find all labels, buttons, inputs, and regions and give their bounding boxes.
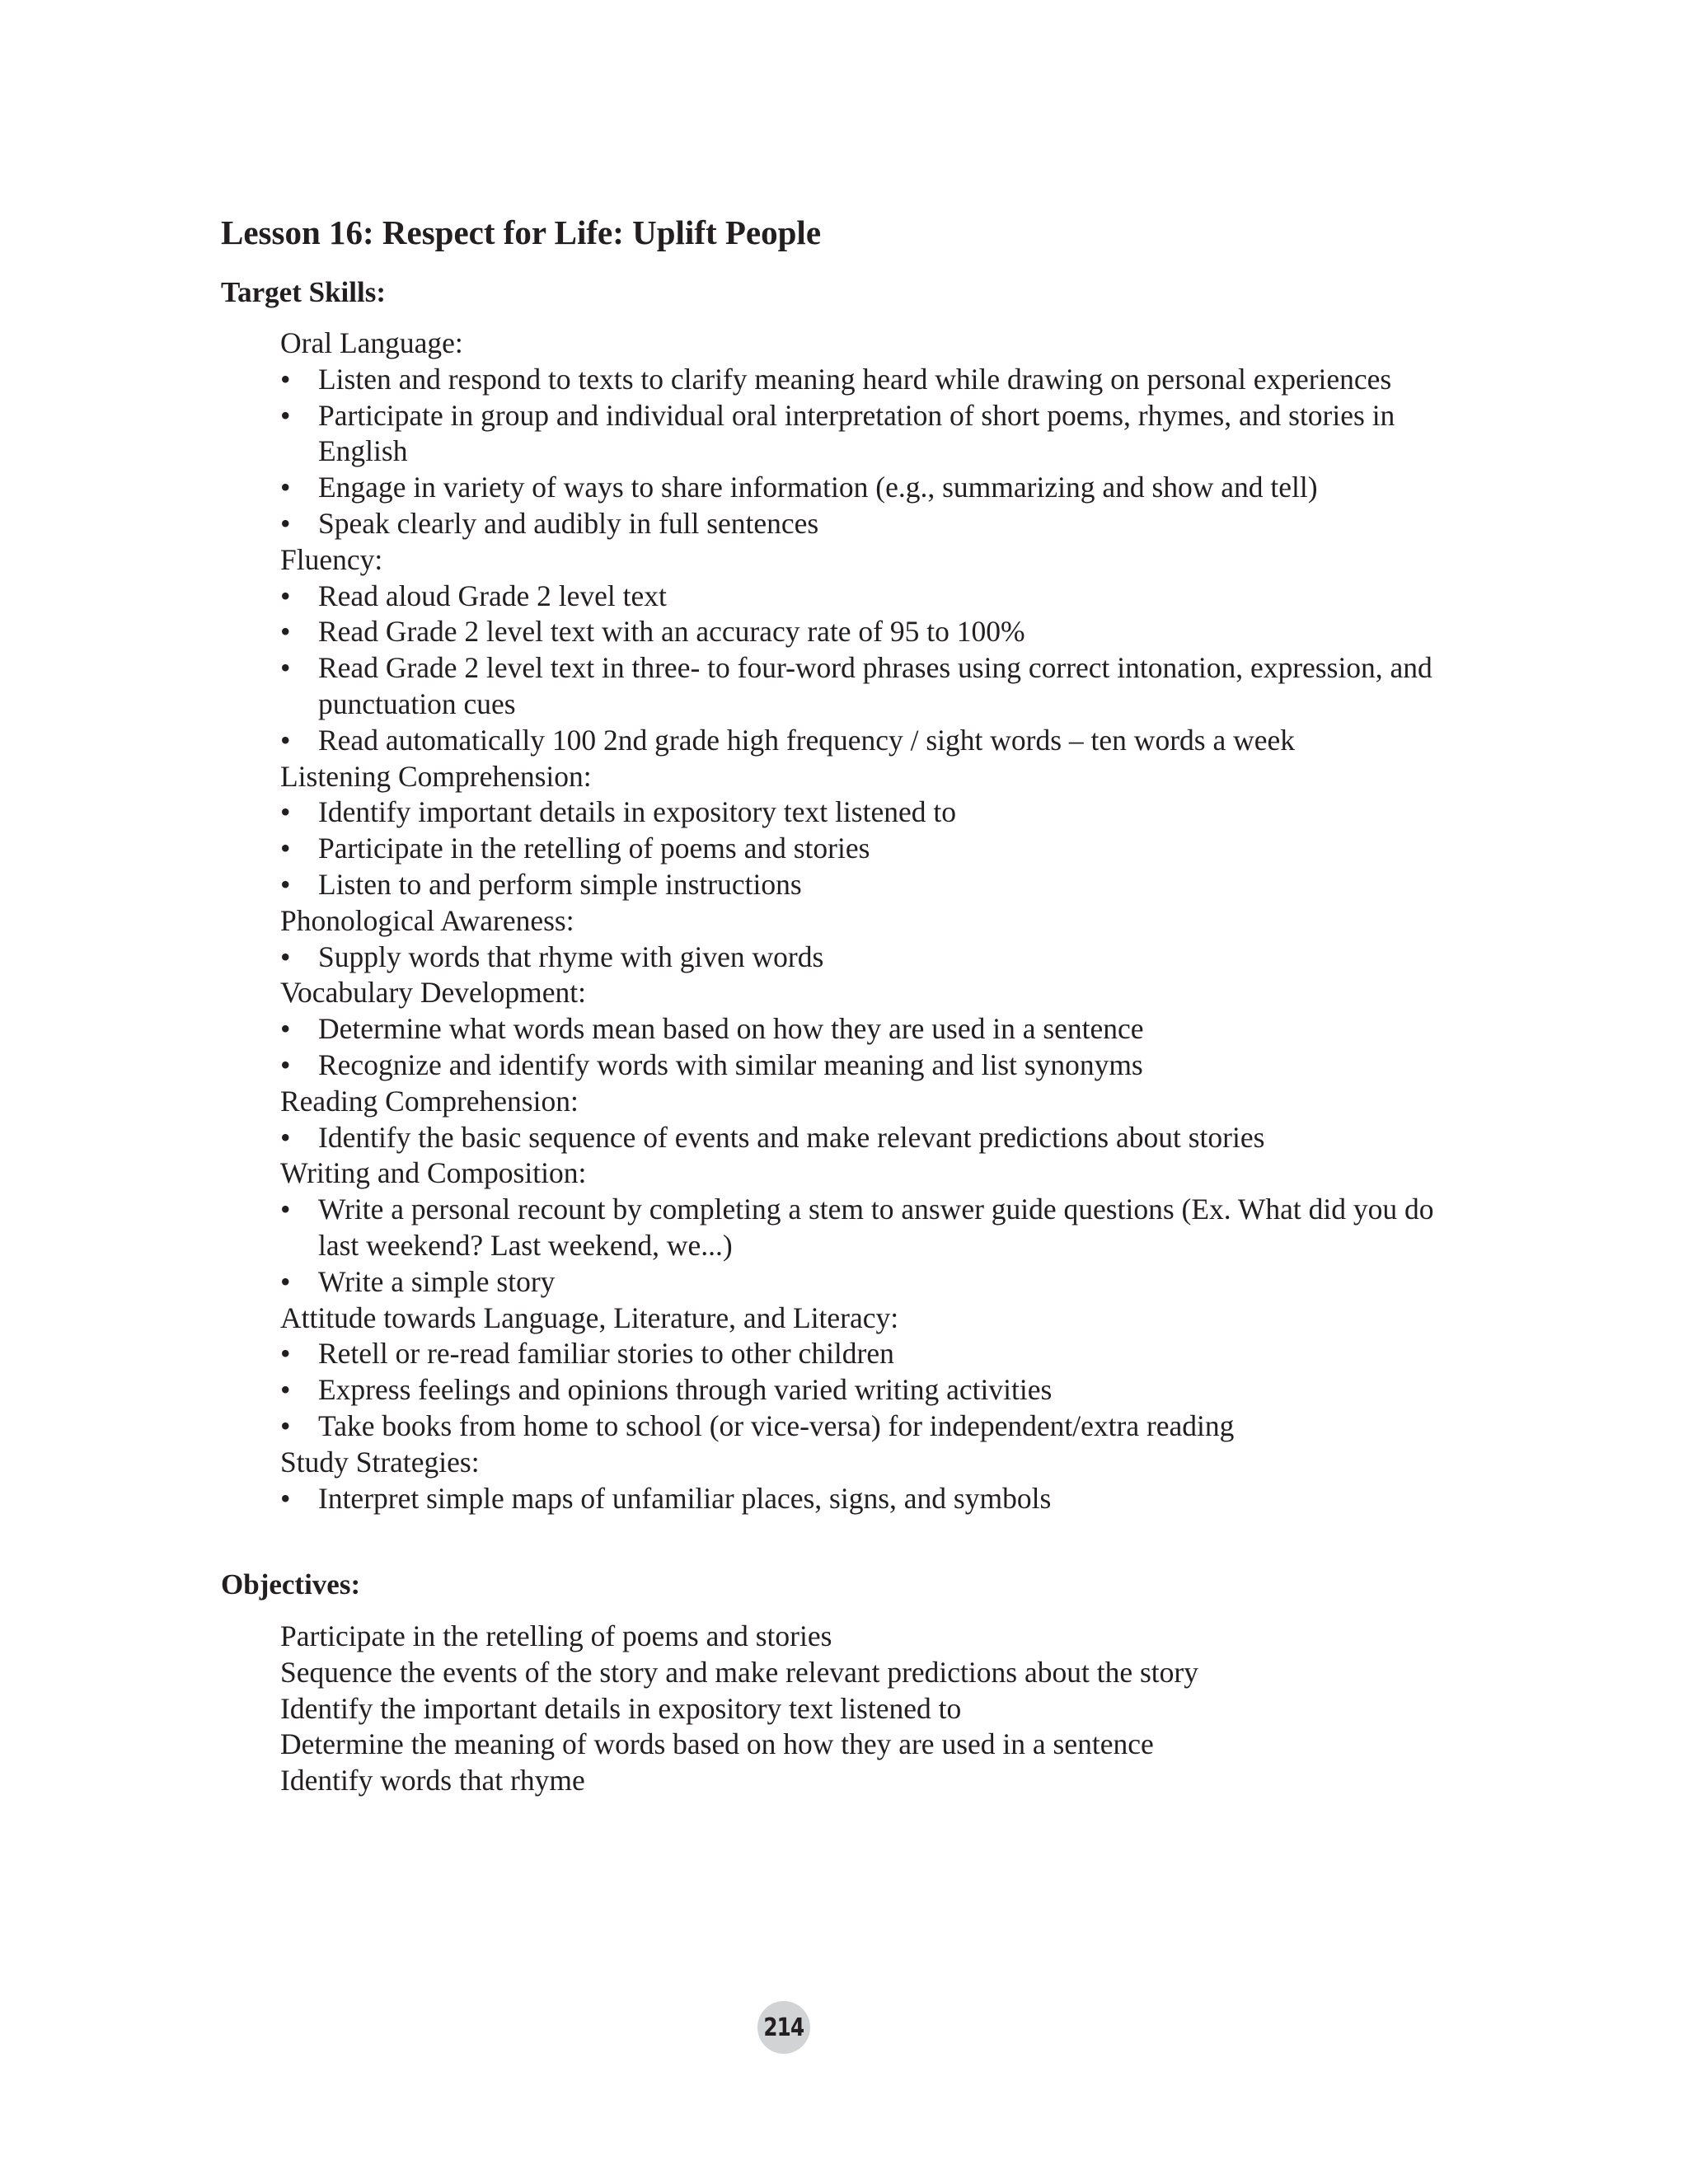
bullet-icon: • (280, 362, 291, 396)
page-number: 214 (763, 2013, 804, 2042)
bullet-icon: • (280, 940, 291, 973)
skill-bullet-item (280, 506, 1434, 542)
skill-bullet-text: Read Grade 2 level text with an accuracy rate of 95 to 100% (318, 615, 1025, 649)
skill-bullet-item (280, 723, 1434, 759)
skill-category-heading: Attitude towards Language, Literature, and Literacy: (280, 1301, 899, 1334)
skill-bullet-text: Recognize and identify words with similar meaning and list synonyms (318, 1047, 1143, 1081)
skill-bullet-text: Write a simple story (318, 1264, 556, 1298)
skill-bullet-item (280, 650, 1434, 723)
skill-bullet-text: Participate in group and individual oral interpretation of short poems, rhymes, and stories in English (318, 398, 1395, 468)
skill-bullet-text: Take books from home to school (or vice-versa) for independent/extra reading (318, 1408, 1235, 1442)
skill-bullet-text: Write a personal recount by completing a stem to answer guide questions (Ex. What did you do last weekend? Last weekend, we...) (318, 1193, 1434, 1262)
skill-bullet-text: Listen and respond to texts to clarify meaning heard while drawing on personal experiences (318, 362, 1392, 396)
skill-bullet-item (280, 1336, 1434, 1372)
objectives-list (280, 1619, 1434, 1799)
target-skills-heading: Target Skills: (221, 276, 386, 308)
skill-bullet-item (280, 867, 1434, 903)
skill-bullet-text: Interpret simple maps of unfamiliar places, signs, and symbols (318, 1481, 1052, 1515)
bullet-icon: • (280, 651, 291, 685)
skill-bullet-item (280, 1372, 1434, 1408)
objective-item: Sequence the events of the story and make relevant predictions about the story (280, 1655, 1198, 1689)
skill-category-heading: Study Strategies: (280, 1445, 480, 1479)
skill-bullet-item (280, 1047, 1434, 1084)
bullet-icon: • (280, 1337, 291, 1371)
skill-category-heading: Reading Comprehension: (280, 1084, 579, 1118)
skill-bullet-item (280, 831, 1434, 867)
skill-bullet-text: Speak clearly and audibly in full sentences (318, 506, 819, 540)
skill-category-heading: Listening Comprehension: (280, 759, 592, 793)
skill-bullet-item (280, 1264, 1434, 1301)
skill-bullet-item (280, 1120, 1434, 1156)
page-number-badge (757, 2001, 810, 2054)
skill-bullet-item (280, 614, 1434, 650)
skill-category-heading: Fluency: (280, 542, 383, 576)
skill-bullet-text: Identify important details in expository text listened to (318, 795, 956, 829)
skill-bullet-item (280, 1408, 1434, 1445)
skill-bullet-text: Determine what words mean based on how they are used in a sentence (318, 1012, 1144, 1046)
bullet-icon: • (280, 832, 291, 865)
bullet-icon: • (280, 723, 291, 757)
skill-bullet-text: Read automatically 100 2nd grade high frequency / sight words – ten words a week (318, 723, 1295, 757)
skill-bullet-text: Identify the basic sequence of events and make relevant predictions about stories (318, 1120, 1265, 1154)
bullet-icon: • (280, 1120, 291, 1154)
skill-bullet-text: Listen to and perform simple instructions (318, 867, 802, 901)
objective-item: Determine the meaning of words based on how they are used in a sentence (280, 1727, 1154, 1761)
skill-category-heading: Vocabulary Development: (280, 976, 586, 1010)
skill-bullet-text: Read Grade 2 level text in three- to four-word phrases using correct intonation, expression, and punctuation cues (318, 651, 1432, 720)
skill-category-heading: Writing and Composition: (280, 1156, 587, 1190)
skill-bullet-item (280, 362, 1434, 398)
bullet-icon: • (280, 867, 291, 901)
objectives-heading: Objectives: (221, 1568, 361, 1601)
skill-bullet-text: Express feelings and opinions through varied writing activities (318, 1373, 1053, 1407)
skill-bullet-item (280, 1481, 1434, 1517)
bullet-icon: • (280, 471, 291, 504)
bullet-icon: • (280, 1047, 291, 1081)
skill-bullet-item (280, 794, 1434, 831)
bullet-icon: • (280, 1264, 291, 1298)
bullet-icon: • (280, 506, 291, 540)
skill-bullet-item (280, 398, 1434, 471)
skill-category-heading: Oral Language: (280, 326, 463, 359)
skill-bullet-item (280, 1192, 1434, 1264)
skill-bullet-text: Read aloud Grade 2 level text (318, 579, 667, 612)
skill-bullet-item (280, 940, 1434, 976)
objective-item: Identify the important details in expository text listened to (280, 1691, 962, 1725)
bullet-icon: • (280, 1408, 291, 1442)
bullet-icon: • (280, 398, 291, 432)
skill-bullet-text: Participate in the retelling of poems and stories (318, 832, 870, 865)
lesson-title: Lesson 16: Respect for Life: Uplift People (221, 213, 822, 251)
bullet-icon: • (280, 1373, 291, 1407)
bullet-icon: • (280, 1193, 291, 1226)
skill-category-heading: Phonological Awareness: (280, 903, 574, 937)
bullet-icon: • (280, 615, 291, 649)
target-skills-list (280, 326, 1434, 1516)
skill-bullet-text: Supply words that rhyme with given words (318, 940, 824, 973)
skill-bullet-item (280, 579, 1434, 615)
skill-bullet-item (280, 1011, 1434, 1047)
bullet-icon: • (280, 1012, 291, 1046)
objective-item: Participate in the retelling of poems and stories (280, 1619, 832, 1652)
skill-bullet-item (280, 470, 1434, 506)
skill-bullet-text: Retell or re-read familiar stories to other children (318, 1337, 894, 1371)
skill-bullet-text: Engage in variety of ways to share information (e.g., summarizing and show and tell) (318, 471, 1318, 504)
bullet-icon: • (280, 795, 291, 829)
bullet-icon: • (280, 579, 291, 612)
objective-item: Identify words that rhyme (280, 1764, 585, 1797)
bullet-icon: • (280, 1481, 291, 1515)
